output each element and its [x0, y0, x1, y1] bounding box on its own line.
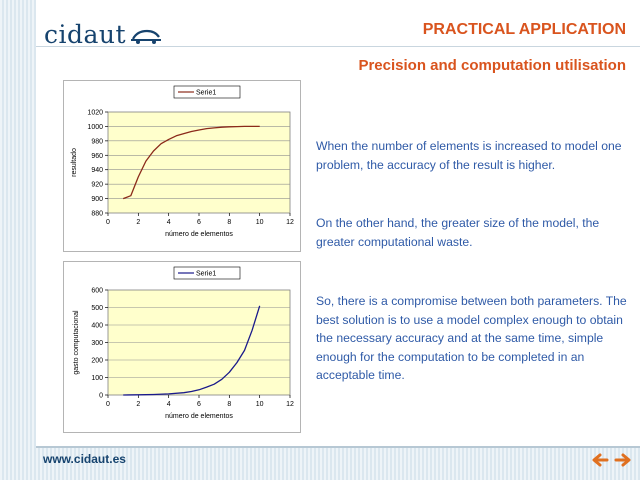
- car-logo-icon: [129, 27, 163, 45]
- x-tick-label: 8: [227, 401, 232, 408]
- y-tick-label: 960: [91, 152, 103, 160]
- legend: [174, 86, 240, 98]
- left-stripe-decoration: [0, 0, 36, 480]
- slide-subtitle: Precision and computation utilisation: [358, 57, 626, 74]
- x-axis-label: número de elementos: [165, 413, 233, 420]
- logo-text: cidaut: [44, 19, 127, 49]
- x-tick-label: 2: [136, 219, 141, 226]
- y-axis-label: gasto computacional: [73, 310, 80, 375]
- y-tick-label: 100: [91, 375, 103, 382]
- plot-area: [108, 112, 290, 213]
- y-axis-label: resultado: [71, 148, 78, 177]
- accuracy-chart-svg: [64, 81, 302, 253]
- y-tick-label: 920: [91, 181, 103, 189]
- x-tick-label: 2: [136, 401, 141, 408]
- y-tick-label: 940: [91, 167, 103, 175]
- y-tick-label: 500: [91, 305, 103, 312]
- cidaut-logo: [44, 20, 163, 48]
- y-tick-label: 1020: [87, 109, 103, 117]
- y-tick-label: 400: [91, 322, 103, 330]
- next-slide-button[interactable]: [613, 449, 633, 471]
- x-tick-label: 10: [255, 401, 264, 408]
- x-tick-label: 0: [106, 219, 110, 226]
- y-tick-label: 0: [99, 392, 103, 400]
- x-tick-label: 4: [166, 401, 171, 408]
- paragraph-accuracy: When the number of elements is increased to model one problem, the accuracy of the result is higher.: [316, 139, 622, 172]
- x-tick-label: 0: [106, 401, 110, 408]
- computation-cost-chart: [63, 261, 301, 433]
- accuracy-chart: [63, 80, 301, 252]
- x-tick-label: 10: [255, 219, 264, 226]
- arrow-left-icon: [591, 453, 609, 467]
- legend-entry: Serie1: [196, 270, 217, 278]
- legend: [174, 267, 240, 279]
- y-tick-label: 300: [91, 340, 103, 347]
- y-tick-label: 600: [91, 287, 103, 295]
- x-tick-label: 8: [227, 219, 232, 226]
- y-tick-label: 880: [91, 210, 103, 218]
- x-tick-label: 12: [286, 401, 294, 408]
- footer-divider: [36, 446, 640, 448]
- y-tick-label: 980: [91, 138, 103, 146]
- y-tick-label: 900: [91, 196, 103, 204]
- legend-entry: Serie1: [196, 89, 217, 97]
- footer-url-link[interactable]: www.cidaut.es: [43, 452, 126, 466]
- x-tick-label: 12: [286, 219, 294, 226]
- previous-slide-button[interactable]: [590, 449, 610, 471]
- computation-cost-chart-svg: [64, 262, 302, 434]
- section-title: PRACTICAL APPLICATION: [422, 21, 626, 38]
- y-tick-label: 1000: [87, 123, 103, 131]
- x-tick-label: 6: [197, 219, 201, 226]
- paragraph-compromise: So, there is a compromise between both parameters. The best solution is to use a model complex enough to obtain the necessary accuracy and at the same time, simple enough for the computation to be completed in an acceptable time.: [316, 294, 627, 382]
- x-tick-label: 4: [166, 219, 171, 226]
- y-tick-label: 200: [91, 357, 103, 365]
- arrow-right-icon: [614, 453, 632, 467]
- paragraph-computational-waste: On the other hand, the greater size of the model, the greater computational waste.: [316, 216, 600, 249]
- x-axis-label: número de elementos: [165, 231, 233, 238]
- x-tick-label: 6: [197, 401, 201, 408]
